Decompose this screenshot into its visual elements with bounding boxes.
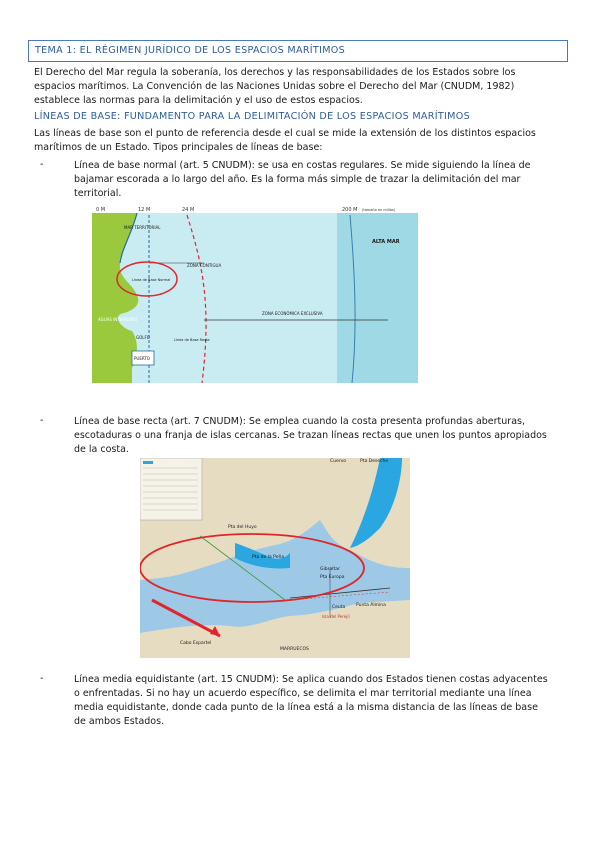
label-mar-territorial: MAR TERRITORIAL xyxy=(124,225,161,230)
strait-baselines-map xyxy=(140,458,410,658)
scale-note: (tamaño en millas) xyxy=(362,208,396,212)
label-puerto: PUERTO xyxy=(134,356,150,361)
label-pta-europa: Pta Europa xyxy=(320,575,345,580)
bullet-2-line-2: escotaduras o una franja de islas cercanas. Se trazan líneas rectas que unen los puntos apropiados xyxy=(74,430,547,441)
bullet-3-line-3: media equidistante, donde cada punto de la línea está a la misma distancia de las líneas de base xyxy=(74,702,538,713)
bullet-2-line-1: Línea de base recta (art. 7 CNUDM): Se emplea cuando la costa presenta profundas aberturas, xyxy=(74,416,525,427)
bullet-2-line-3: de la costa. xyxy=(74,444,129,455)
label-cuervo: Cuervo xyxy=(330,459,347,464)
label-linea-recta: Línea de Base Recta xyxy=(174,338,210,342)
label-alta-mar: ALTA MAR xyxy=(372,239,400,245)
bullet-marker: - xyxy=(40,415,44,426)
label-cabo-espartel: Cabo Espartel xyxy=(180,641,212,646)
bullet-3-line-4: de ambos Estados. xyxy=(74,716,165,727)
bullet-marker: - xyxy=(40,673,44,684)
maritime-zones-diagram xyxy=(92,203,418,383)
label-isla-perejil: Isla del Perejil xyxy=(322,614,350,619)
label-zona-contigua: ZONA CONTIGUA xyxy=(187,263,222,268)
section-intro-line-2: marítimos de un Estado. Tipos principales de líneas de base: xyxy=(34,142,323,153)
label-ceuta: Ceuta xyxy=(332,605,346,610)
scale-label-12: 12 M xyxy=(138,207,151,213)
label-marruecos: MARRUECOS xyxy=(280,647,309,652)
label-gibraltar: Gibraltar xyxy=(320,567,340,572)
legend-box xyxy=(140,458,202,520)
label-linea-normal: Línea de Base Normal xyxy=(132,278,171,282)
label-punta-almina: Punta Almina xyxy=(356,603,386,608)
bullet-3-line-1: Línea media equidistante (art. 15 CNUDM): Se aplica cuando dos Estados tienen costas adyacentes xyxy=(74,674,548,685)
intro-line-2: espacios marítimos. La Convención de las Naciones Unidas sobre el Derecho del Mar (CNUDM, 1982) xyxy=(34,81,515,92)
bullet-1-line-2: bajamar escorada a lo largo del año. Es la forma más simple de trazar la delimitación del mar xyxy=(74,174,521,185)
scale-label-200: 200 M xyxy=(342,207,358,213)
label-zee: ZONA ECONÓMICA EXCLUSIVA xyxy=(262,311,323,316)
scale-label-0: 0 M xyxy=(96,207,106,213)
bullet-marker: - xyxy=(40,159,44,170)
label-pta-del-huyo: Pta del Huyo xyxy=(228,525,257,530)
label-aguas-interiores: AGUAS INTERIORES xyxy=(98,317,138,322)
label-golfo: GOLFO xyxy=(136,335,150,340)
legend-swatch xyxy=(143,461,153,464)
intro-line-1: El Derecho del Mar regula la soberanía, los derechos y las responsabilidades de los Estados sobre los xyxy=(34,67,516,78)
title-box xyxy=(28,40,568,62)
section-heading: LÍNEAS DE BASE: FUNDAMENTO PARA LA DELIMITACIÓN DE LOS ESPACIOS MARÍTIMOS xyxy=(34,111,470,122)
label-pta-de-la-pena: Pta de la Peña xyxy=(252,555,285,560)
bullet-3-line-2: o enfrentadas. Si no hay un acuerdo específico, se delimita el mar territorial mediante una línea xyxy=(74,688,532,699)
bullet-1-line-1: Línea de base normal (art. 5 CNUDM): se usa en costas regulares. Se mide siguiendo la línea de xyxy=(74,160,531,171)
intro-line-3: establece las normas para la delimitación y el uso de estos espacios. xyxy=(34,95,363,106)
label-pta-deseche: Pta Deseche xyxy=(360,459,389,464)
section-intro-line-1: Las líneas de base son el punto de referencia desde el cual se mide la extensión de los distintos espacios xyxy=(34,128,536,139)
scale-label-24: 24 M xyxy=(182,207,195,213)
page-title: TEMA 1: EL RÉGIMEN JURÍDICO DE LOS ESPACIOS MARÍTIMOS xyxy=(35,45,346,56)
bullet-1-line-3: territorial. xyxy=(74,188,122,199)
